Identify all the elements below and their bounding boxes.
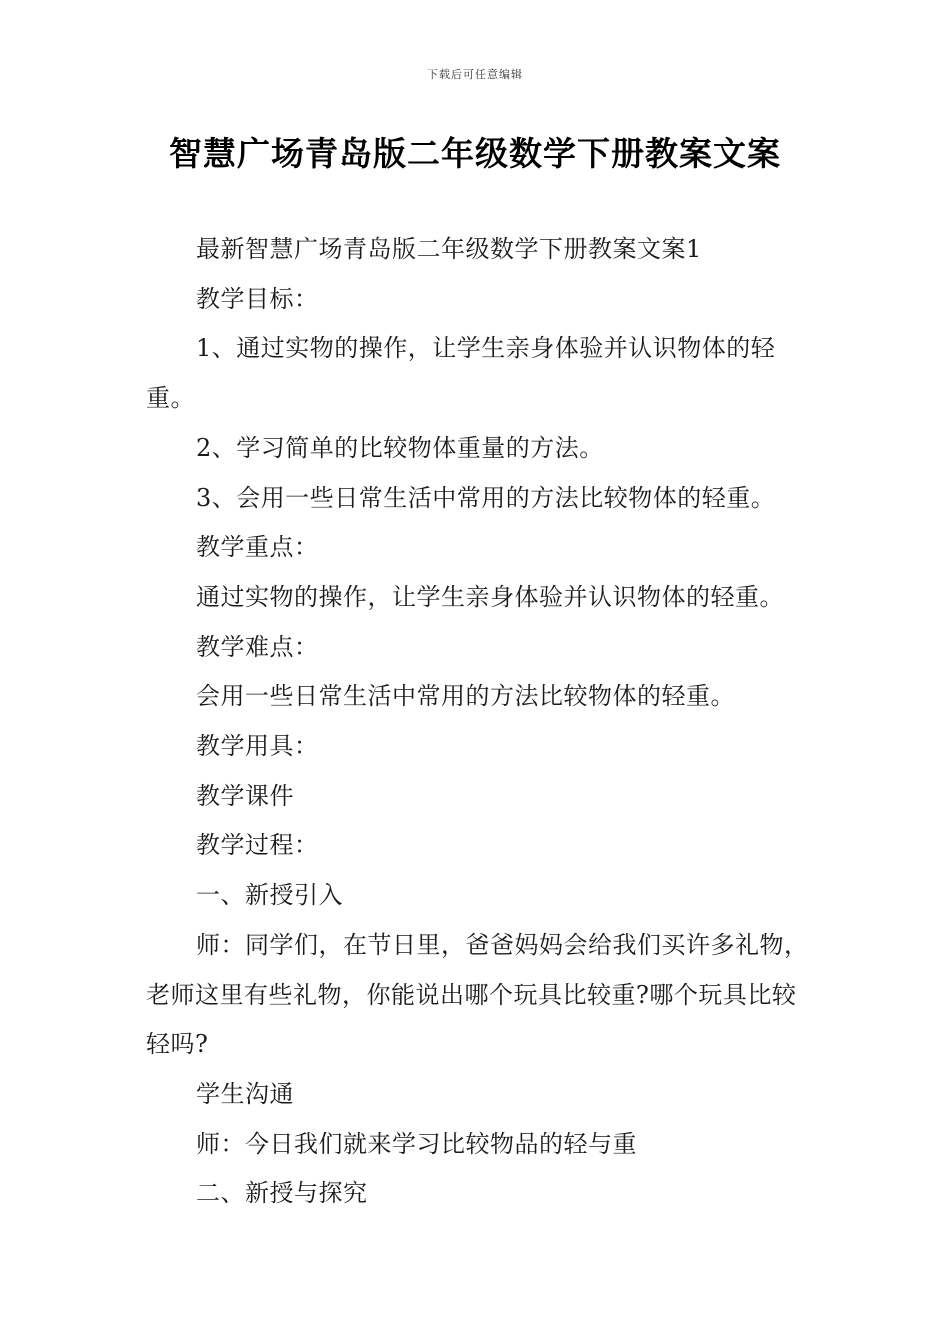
- paragraph-key-points-heading: 教学重点：: [196, 533, 319, 562]
- header-note: 下载后可任意编辑: [427, 68, 523, 81]
- paragraph-objectives-heading: 教学目标：: [196, 284, 319, 313]
- paragraph-student-discussion: 学生沟通: [196, 1079, 294, 1108]
- paragraph-tools-heading: 教学用具：: [196, 732, 319, 761]
- paragraph-key-points: 通过实物的操作，让学生亲身体验并认识物体的轻重。: [196, 582, 784, 611]
- paragraph-process-heading: 教学过程：: [196, 831, 319, 860]
- paragraph-objective-3: 3、会用一些日常生活中常用的方法比较物体的轻重。: [196, 483, 776, 512]
- paragraph-teacher-topic: 师：今日我们就来学习比较物品的轻与重: [196, 1129, 637, 1158]
- paragraph-difficulties-heading: 教学难点：: [196, 632, 319, 661]
- paragraph-teacher-question: 师：同学们，在节日里，爸爸妈妈会给我们买许多礼物，老师这里有些礼物，你能说出哪个玩具比较重?哪个玩具比较轻吗?: [146, 930, 809, 1059]
- paragraph-intro: 最新智慧广场青岛版二年级数学下册教案文案1: [196, 235, 702, 263]
- paragraph-section-2: 二、新授与探究: [196, 1179, 368, 1208]
- document-title: 智慧广场青岛版二年级数学下册教案文案: [169, 134, 781, 173]
- paragraph-tools: 教学课件: [196, 781, 294, 810]
- paragraph-objective-2: 2、学习简单的比较物体重量的方法。: [196, 433, 604, 462]
- paragraph-objective-1: 1、通过实物的操作，让学生亲身体验并认识物体的轻重。: [146, 334, 776, 413]
- paragraph-section-1: 一、新授引入: [196, 881, 343, 910]
- document-body: [146, 225, 810, 1219]
- paragraph-difficulties: 会用一些日常生活中常用的方法比较物体的轻重。: [196, 682, 735, 711]
